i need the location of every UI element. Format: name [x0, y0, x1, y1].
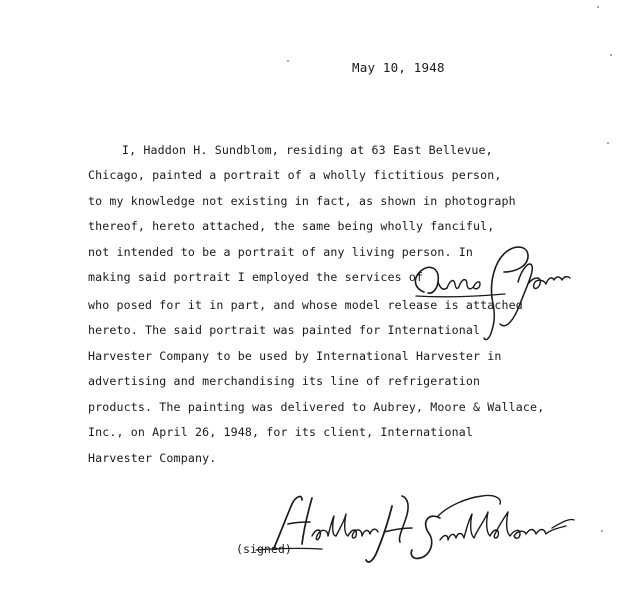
model-signature [410, 238, 585, 348]
scan-speck [607, 142, 609, 144]
body-line-12: Inc., on April 26, 1948, for its client, International [88, 425, 474, 439]
body-line-4: thereof, hereto attached, the same being wholly fanciful, [88, 219, 495, 233]
artist-signature [252, 478, 592, 578]
body-line-13: Harvester Company. [88, 451, 217, 465]
body-line-2: Chicago, painted a portrait of a wholly fictitious person, [88, 168, 502, 182]
body-line-6: making said portrait I employed the services of [88, 270, 424, 284]
body-line-8: hereto. The said portrait was painted for International [88, 323, 481, 337]
scan-speck [601, 530, 603, 532]
body-line-9: Harvester Company to be used by International Harvester in [88, 349, 502, 363]
body-line-3: to my knowledge not existing in fact, as shown in photograph [88, 194, 516, 208]
body-line-10: advertising and merchandising its line of refrigeration [88, 374, 481, 388]
signed-label: (signed) [236, 542, 292, 556]
body-line-11: products. The painting was delivered to Aubrey, Moore & Wallace, [88, 400, 545, 414]
scan-speck [287, 60, 289, 62]
scan-speck [597, 6, 599, 8]
body-line-7: who posed for it in part, and whose model release is attached [88, 298, 523, 312]
body-line-5: not intended to be a portrait of any living person. In [88, 245, 474, 259]
document-date: May 10, 1948 [352, 60, 445, 75]
body-line-1: I, Haddon H. Sundblom, residing at 63 East Bellevue, [122, 143, 493, 157]
scan-speck [610, 54, 612, 56]
